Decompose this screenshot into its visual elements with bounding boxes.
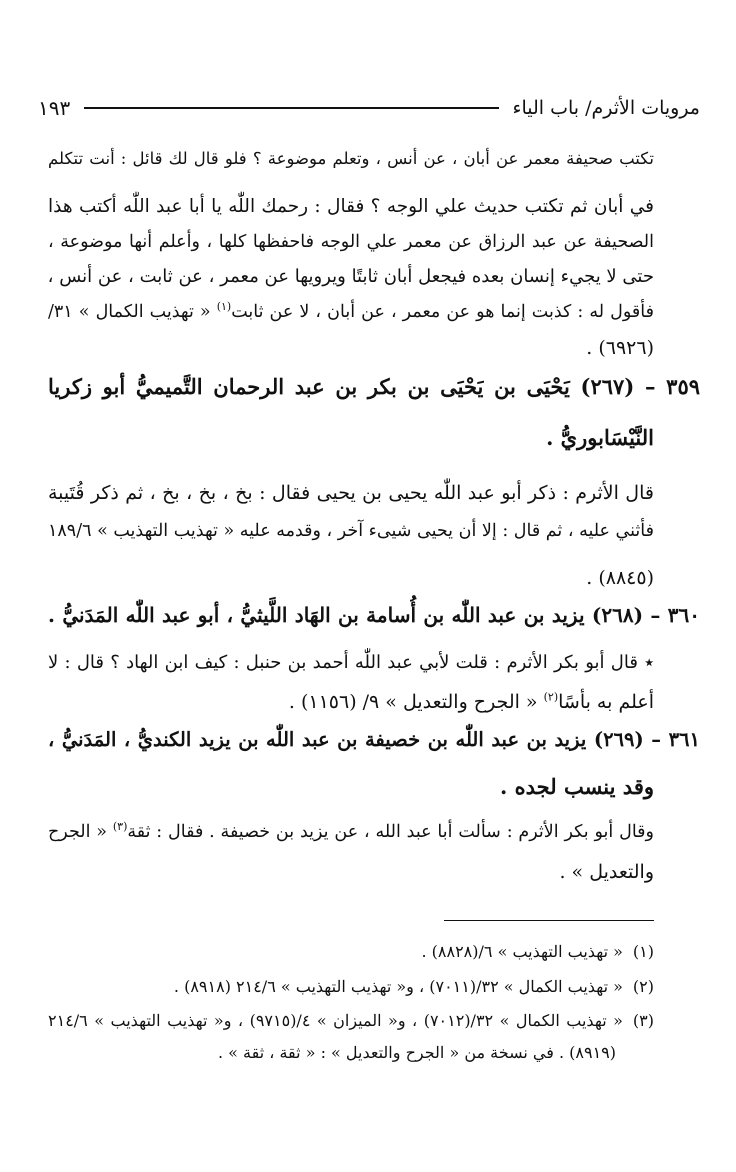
footnote-text: (٨٩١٩) . في نسخة من « الجرح والتعديل » : « ثقة ، ثقة » . [217,1043,616,1062]
text-segment: « الجرح والتعديل » ٩/ (١١٥٦) . [288,691,538,713]
text-line: والتعديل » . [559,861,654,883]
entry-heading-361: ٣٦١ – (٢٦٩) يزيد بن عبد اللّٰه بن خصيفة بن عبد اللّٰه بن يزيد الكنديُّ ، المَدَنيُّ ، [48,728,700,751]
text-line: (٦٩٢٦) . [586,337,654,359]
footnote-ref: (٣) [112,820,128,834]
footnote-text: « تهذيب الكمال » ٣٢/(٧٠١٢) ، و« الميزان » ٤/(٩٧١٥) ، و« تهذيب التهذيب » ٢١٤/٦ [48,1011,623,1030]
footnote-separator [444,920,654,921]
footnote-continuation [48,1040,616,1066]
text-line: تكتب صحيفة معمر عن أبان ، عن أنس ، وتعلم موضوعة ؟ فلو قال لك قائل : أنت تتكلم [48,149,654,168]
footnote [48,974,654,1000]
text-segment: « تهذيب الكمال » ٣١/ [48,302,211,322]
text-line: ٭ قال أبو بكر الأثرم : قلت لأبي عبد اللّٰه أحمد بن حنبل : كيف ابن الهاد ؟ قال : لا [48,652,654,673]
text-segment: فأقول له : كذبت إنما هو عن معمر ، عن أبان ، لا عن ثابت [231,302,654,322]
text-line [48,687,654,717]
text-line: حتى لا يجيء إنسان بعده فيجعل أبان ثابتًا ويرويها عن معمر ، عن ثابت ، عن أنس ، [47,266,654,287]
text-segment: وقال أبو بكر الأثرم : سألت أبا عبد الله ، عن يزيد بن خصيفة . فقال : ثقة [127,822,654,842]
text-line [48,817,654,847]
footnote-ref: (٢) [543,690,559,704]
footnote-number: (٢) [632,977,654,996]
text-line: الصحيفة عن عبد الرزاق عن معمر علي الوجه فاحفظها كلها ، وأعلم أنها موضوعة ، [48,232,654,252]
footnote-text: « تهذيب التهذيب » ٦/(٨٨٢٨) . [421,942,623,961]
footnote-number: (١) [632,942,654,961]
entry-heading-360: ٣٦٠ – (٢٦٨) يزيد بن عبد اللّٰه بن أُسامة بن الهَاد اللَّيثيُّ ، أبو عبد اللّٰه المَدَنيُّ . [48,603,700,627]
footnote-text: « تهذيب الكمال » ٣٢/(٧٠١١) ، و« تهذيب التهذيب » ٢١٤/٦ (٨٩١٨) . [173,977,623,996]
entry-heading-361-cont: وقد ينسب لجده . [500,774,654,799]
text-segment: « الجرح [48,822,107,842]
text-line: قال الأثرم : ذكر أبو عبد اللّٰه يحيى بن يحيى فقال : بخ ، بخ ، بخ ، ثم ذكر قُتَيبة [48,482,654,504]
text-line: (٨٨٤٥) . [586,567,654,589]
page-number: ١٩٣ [38,96,71,120]
header-rule [84,107,498,109]
footnote-number: (٣) [632,1011,655,1030]
running-title: مرويات الأثرم/ باب الياء [512,97,700,119]
text-line: فأثني عليه ، ثم قال : إلا أن يحيى شيىء آخر ، وقدمه عليه « تهذيب التهذيب » ١٨٩/٦ [48,521,654,541]
entry-heading-359: ٣٥٩ – (٢٦٧) يَحْيَى بن يَحْيَى بن بكر بن عبد الرحمان التَّميميُّ أبو زكريا [48,374,701,399]
text-line [48,297,654,327]
running-header [38,88,700,128]
text-segment: أعلم به بأسًا [558,691,654,713]
text-line: في أبان ثم تكتب حديث علي الوجه ؟ فقال : رحمك اللّٰه يا أبا عبد اللّٰه أكتب هذا [48,196,654,217]
footnote [48,1008,654,1034]
entry-heading-359-cont: النَّيْسَابوريُّ . [546,425,654,450]
footnote-ref: (١) [216,300,232,314]
footnote [48,939,654,965]
